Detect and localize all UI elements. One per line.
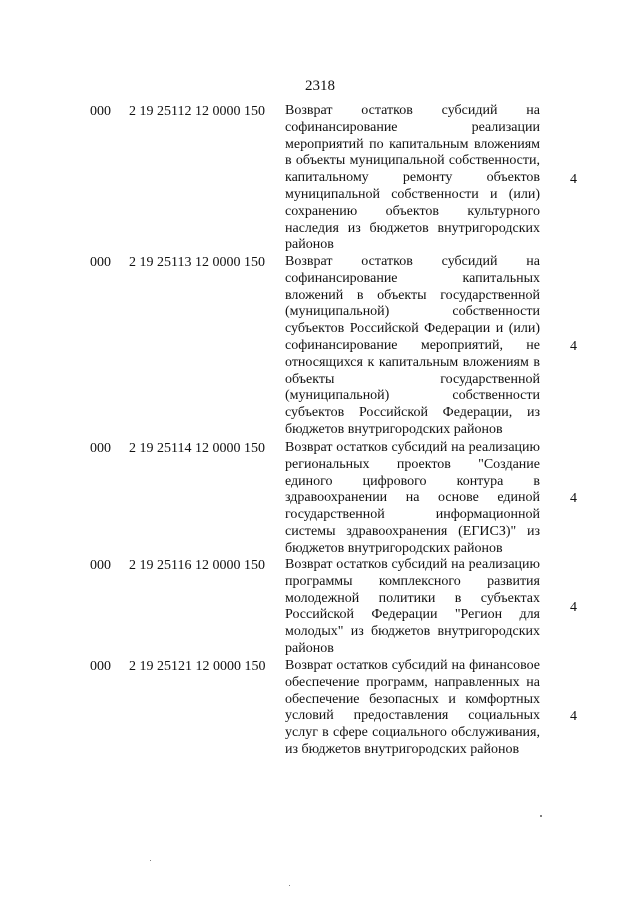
admin-code: 000 xyxy=(90,255,111,270)
percent-value: 4 xyxy=(570,172,577,187)
budget-code: 2 19 25113 12 0000 150 xyxy=(129,255,265,270)
income-name: Возврат остатков субсидий на софинансирование капитальных вложений в объекты государственной (муниципальной) собственности субъектов Российской Федерации и (или) софинансирование мероприятий, не относящихся к капитальным вложениям в объекты государственной (муниципальной) собственности субъектов Российской Федерации, из бюджетов внутригородских районов xyxy=(285,254,540,437)
income-name: Возврат остатков субсидий на финансовое обеспечение программ, направленных на обеспечение безопасных и комфортных условий предоставления социальных услуг в сфере социального обслуживания, из бюджетов внутригородских районов xyxy=(285,658,540,757)
budget-code: 2 19 25121 12 0000 150 xyxy=(129,659,266,674)
table-row xyxy=(0,557,640,657)
table-row xyxy=(0,658,640,776)
percent-value: 4 xyxy=(570,491,577,506)
admin-code: 000 xyxy=(90,104,111,119)
budget-code: 2 19 25114 12 0000 150 xyxy=(129,441,265,456)
scan-speck xyxy=(289,885,290,886)
admin-code: 000 xyxy=(90,441,111,456)
table-row xyxy=(0,103,640,253)
budget-code: 2 19 25116 12 0000 150 xyxy=(129,558,265,573)
income-name: Возврат остатков субсидий на реализацию региональных проектов "Создание единого цифрового контура в здравоохранении на основе единой государственной информационной системы здравоохранения (ЕГИСЗ)" из бюджетов внутригородских районов xyxy=(285,440,540,556)
percent-value: 4 xyxy=(570,339,577,354)
table-row xyxy=(0,440,640,557)
scan-speck xyxy=(540,815,542,817)
percent-value: 4 xyxy=(570,600,577,615)
income-name: Возврат остатков субсидий на софинансирование реализации мероприятий по капитальным вложениям в объекты муниципальной собственности, капитальному ремонту объектов муниципальной собственности и (или) сохранению объектов культурного наследия из бюджетов внутригородских районов xyxy=(285,103,540,253)
percent-value: 4 xyxy=(570,709,577,724)
budget-code: 2 19 25112 12 0000 150 xyxy=(129,104,265,119)
scan-speck xyxy=(150,860,151,861)
admin-code: 000 xyxy=(90,558,111,573)
page-number: 2318 xyxy=(305,78,335,94)
admin-code: 000 xyxy=(90,659,111,674)
table-row xyxy=(0,254,640,439)
income-name: Возврат остатков субсидий на реализацию программы комплексного развития молодежной политики в субъектах Российской Федерации "Регион для молодых" из бюджетов внутригородских районов xyxy=(285,557,540,656)
